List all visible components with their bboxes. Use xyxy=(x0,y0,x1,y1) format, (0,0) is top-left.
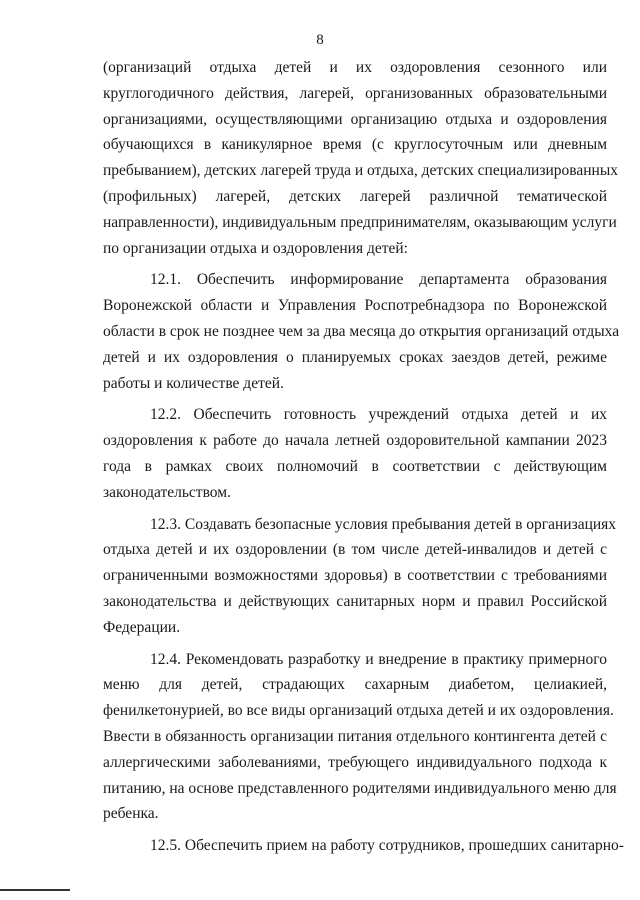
text-line: ограниченными возможностями здоровья) в соответствии с требованиями xyxy=(103,567,607,585)
text-line: по организации отдыха и оздоровления детей: xyxy=(103,239,408,257)
paragraph-12-4 xyxy=(103,647,617,828)
text-line: организациями, осуществляющими организацию отдыха и оздоровления xyxy=(103,110,607,128)
text-line: 12.4. Рекомендовать разработку и внедрение в практику примерного xyxy=(150,650,607,668)
text-line: 12.1. Обеспечить информирование департамента образования xyxy=(150,271,607,289)
text-line: пребыванием), детских лагерей труда и отдыха, детских специализированных xyxy=(103,162,619,180)
text-line: 12.2. Обеспечить готовность учреждений отдыха детей и их xyxy=(150,406,607,424)
document-body xyxy=(103,55,624,859)
text-line: законодательством. xyxy=(103,483,231,501)
text-line: года в рамках своих полномочий в соответствии с действующим xyxy=(103,457,607,475)
text-line: 12.3. Создавать безопасные условия пребывания детей в организациях xyxy=(150,515,617,533)
text-line: оздоровления к работе до начала летней оздоровительной кампании 2023 xyxy=(103,432,607,450)
text-line: Воронежской области и Управления Роспотребнадзора по Воронежской xyxy=(103,297,607,315)
paragraph-12-3 xyxy=(103,512,617,641)
page-number: 8 xyxy=(316,32,324,48)
paragraph-12-5 xyxy=(103,833,624,859)
text-line: 12.5. Обеспечить прием на работу сотрудников, прошедших санитарно- xyxy=(150,837,624,855)
text-line: круглогодичного действия, лагерей, организованных образовательными xyxy=(103,84,607,102)
text-line: Ввести в обязанность организации питания отдельного контингента детей с xyxy=(103,727,607,745)
paragraph-12-2 xyxy=(103,402,607,505)
text-line: работы и количестве детей. xyxy=(103,374,284,392)
text-line: детей и их оздоровления о планируемых сроках заездов детей, режиме xyxy=(103,348,607,366)
text-line: обучающихся в каникулярное время (с круглосуточным или дневным xyxy=(103,136,607,154)
footnote-separator xyxy=(0,889,70,891)
paragraph-12-1 xyxy=(103,267,620,396)
text-line: Федерации. xyxy=(103,618,181,636)
text-line: меню для детей, страдающих сахарным диабетом, целиакией, xyxy=(103,676,607,694)
text-line: области в срок не позднее чем за два месяца до открытия организаций отдыха xyxy=(103,322,620,340)
text-line: ребенка. xyxy=(103,805,159,823)
text-line: направленности), индивидуальным предпринимателям, оказывающим услуги xyxy=(103,213,617,231)
text-line: фенилкетонурией, во все виды организаций отдыха детей и их оздоровления. xyxy=(103,702,614,720)
text-line: питанию, на основе представленного родителями индивидуального меню для xyxy=(103,779,617,797)
text-line: аллергическими заболеваниями, требующего индивидуального подхода к xyxy=(103,753,607,771)
text-line: (профильных) лагерей, детских лагерей различной тематической xyxy=(103,187,607,205)
text-line: (организаций отдыха детей и их оздоровления сезонного или xyxy=(103,59,607,76)
intro-paragraph xyxy=(103,55,619,261)
text-line: отдыха детей и их оздоровлении (в том числе детей-инвалидов и детей с xyxy=(103,541,607,559)
text-line: законодательства и действующих санитарных норм и правил Российской xyxy=(103,592,607,610)
